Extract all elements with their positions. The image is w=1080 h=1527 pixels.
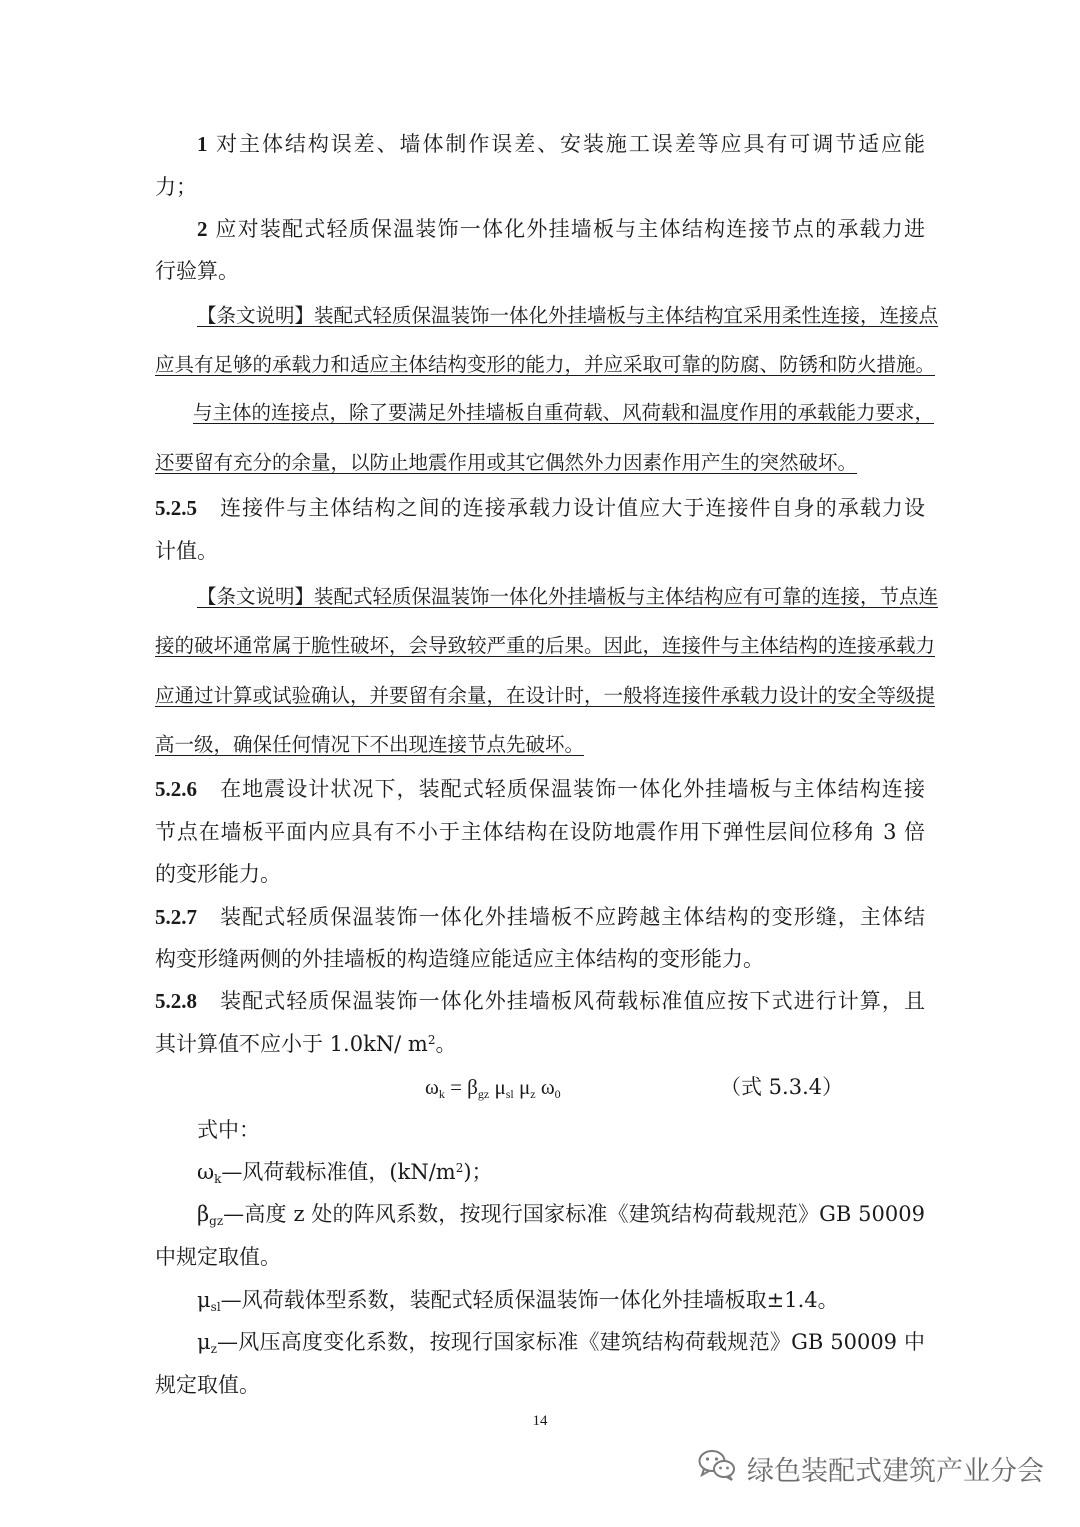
definition-musl: $\mu_{sl}—$风荷载体型系数，装配式轻质保温装饰一体化外挂墙板取±1.4。 bbox=[197, 1288, 839, 1314]
watermark bbox=[697, 1448, 1044, 1488]
clause-5-2-6-line-1: 5.2.6 在地震设计状况下，装配式轻质保温装饰一体化外挂墙板与主体结构连接 bbox=[155, 777, 925, 801]
definition-muz-line-2: 规定取值。 bbox=[155, 1373, 260, 1397]
definition-bgz-line-1: $\beta_{gz}—$高度 z 处的阵风系数，按现行国家标准《建筑结构荷载规范》GB 50009 bbox=[197, 1202, 925, 1228]
definition-bgz-line-2: 中规定取值。 bbox=[155, 1245, 281, 1269]
clause-5-2-7-line-2: 构变形缝两侧的外挂墙板的构造缝应能适应主体结构的变形能力。 bbox=[155, 947, 764, 971]
commentary-2-line-3: 应通过计算或试验确认，并要留有余量，在设计时，一般将连接件承载力设计的安全等级提 bbox=[155, 684, 936, 707]
commentary-1-line-1: 【条文说明】装配式轻质保温装饰一体化外挂墙板与主体结构宜采用柔性连接，连接点 bbox=[197, 304, 939, 327]
item-1-line-1: 1 对主体结构误差、墙体制作误差、安装施工误差等应具有可调节适应能 bbox=[197, 132, 925, 156]
clause-5-2-6-line-2: 节点在墙板平面内应具有不小于主体结构在设防地震作用下弹性层间位移角 3 倍 bbox=[155, 820, 925, 844]
definition-muz-line-1: $\mu_z—$风压高度变化系数，按现行国家标准《建筑结构荷载规范》GB 50009 中 bbox=[197, 1330, 925, 1356]
item-1-line-2: 力； bbox=[155, 175, 197, 199]
clause-5-2-8-line-2: 其计算值不应小于 1.0kN/ $m^2$。 bbox=[155, 1032, 457, 1056]
commentary-2-line-2: 接的破坏通常属于脆性破坏，会导致较严重的后果。因此，连接件与主体结构的连接承载力 bbox=[155, 634, 936, 657]
item-2-line-2: 行验算。 bbox=[155, 259, 239, 283]
clause-5-2-8-line-1: 5.2.8 装配式轻质保温装饰一体化外挂墙板风荷载标准值应按下式进行计算，且 bbox=[155, 989, 925, 1013]
item-2-line-1: 2 应对装配式轻质保温装饰一体化外挂墙板与主体结构连接节点的承载力进 bbox=[197, 217, 925, 241]
page-number: 14 bbox=[532, 1413, 548, 1429]
commentary-1-line-2: 应具有足够的承载力和适应主体结构变形的能力，并应采取可靠的防腐、防锈和防火措施。 bbox=[155, 353, 936, 376]
clause-5-2-5-line-1: 5.2.5 连接件与主体结构之间的连接承载力设计值应大于连接件自身的承载力设 bbox=[155, 496, 925, 520]
formula-reference: （式 5.3.4） bbox=[720, 1075, 844, 1099]
clause-5-2-5-line-2: 计值。 bbox=[155, 539, 218, 563]
commentary-2-line-1: 【条文说明】装配式轻质保温装饰一体化外挂墙板与主体结构应有可靠的连接，节点连 bbox=[197, 585, 939, 608]
definition-wk: $\omega_k—$风荷载标准值，$(kN/m^2)$； bbox=[197, 1160, 493, 1186]
wechat-icon bbox=[697, 1448, 737, 1489]
formula: $\omega_k = \beta_{gz}$ $\mu_{sl}$ $\mu_z$ $\omega_0$ bbox=[425, 1075, 561, 1101]
clause-5-2-7-line-1: 5.2.7 装配式轻质保温装饰一体化外挂墙板不应跨越主体结构的变形缝，主体结 bbox=[155, 905, 925, 929]
commentary-2-line-4: 高一级，确保任何情况下不出现连接节点先破坏。 bbox=[155, 733, 585, 756]
watermark-text: 绿色装配式建筑产业分会 bbox=[747, 1455, 1044, 1487]
clause-5-2-6-line-3: 的变形能力。 bbox=[155, 862, 281, 886]
commentary-1-line-3: 与主体的连接点，除了要满足外挂墙板自重荷载、风荷载和温度作用的承载能力要求， bbox=[193, 401, 935, 424]
where-label: 式中： bbox=[197, 1118, 260, 1142]
commentary-1-line-4: 还要留有充分的余量，以防止地震作用或其它偶然外力因素作用产生的突然破坏。 bbox=[155, 451, 858, 474]
